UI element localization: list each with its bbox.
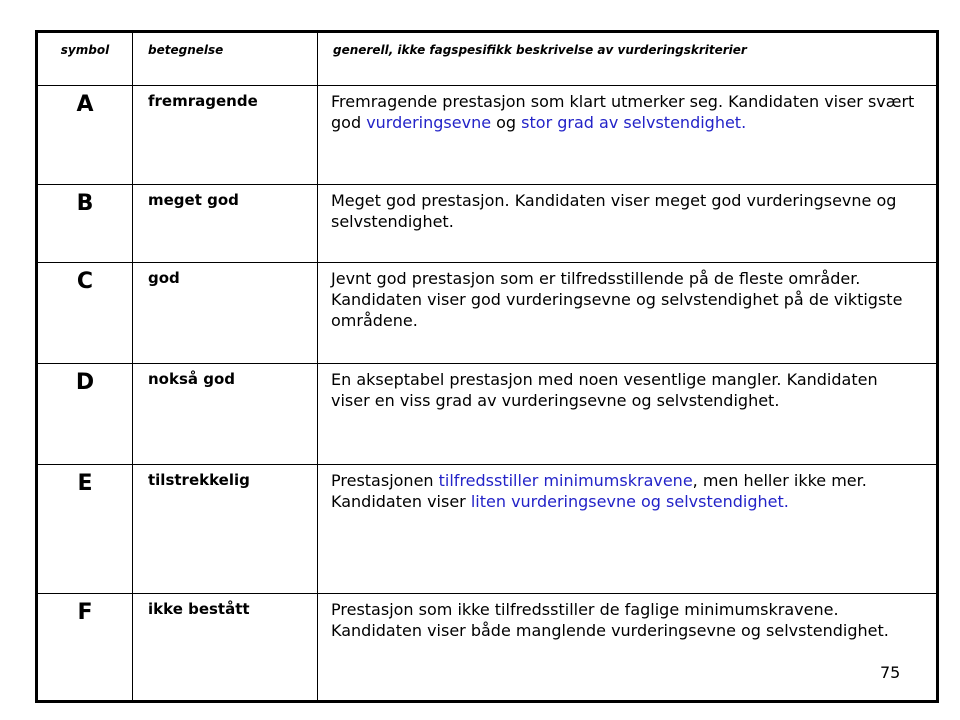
description-text: , men heller ikke mer. Kandidaten viser	[331, 471, 867, 511]
description-text: Prestasjonen	[331, 471, 439, 490]
grade-symbol: B	[37, 185, 133, 263]
grade-term: fremragende	[133, 86, 318, 185]
grade-symbol: A	[37, 86, 133, 185]
grade-symbol: D	[37, 364, 133, 465]
header-symbol: symbol	[37, 32, 133, 86]
grade-description	[318, 594, 938, 702]
highlighted-text: vurderingsevne	[366, 113, 492, 132]
grade-term: nokså god	[133, 364, 318, 465]
grade-row-f	[37, 594, 938, 702]
table-header-row	[37, 32, 938, 86]
grade-description	[318, 364, 938, 465]
description-text: En akseptabel prestasjon med noen vesentlige mangler. Kandidaten viser en viss grad av vurderingsevne og selvstendighet.	[331, 370, 878, 410]
grade-term: god	[133, 263, 318, 364]
description-text: og	[491, 113, 522, 132]
grade-description	[318, 263, 938, 364]
grade-row-d	[37, 364, 938, 465]
grade-row-a	[37, 86, 938, 185]
header-description: generell, ikke fagspesifikk beskrivelse av vurderingskriterier	[318, 32, 938, 86]
grade-row-e	[37, 465, 938, 594]
description-text: Fremragende prestasjon som klart utmerker seg. Kandidaten viser svært god	[331, 92, 915, 132]
grading-scale-table	[35, 30, 939, 703]
grade-term: ikke bestått	[133, 594, 318, 702]
slide-number: 75	[880, 663, 901, 682]
highlighted-text: liten vurderingsevne og selvstendighet.	[470, 492, 789, 511]
highlighted-text: tilfredsstiller minimumskravene	[438, 471, 693, 490]
grade-row-c	[37, 263, 938, 364]
header-term: betegnelse	[133, 32, 318, 86]
description-text: Prestasjon som ikke tilfredsstiller de faglige minimumskravene. Kandidaten viser både manglende vurderingsevne og selvstendighet.	[331, 600, 889, 640]
grade-description	[318, 465, 938, 594]
grade-symbol: E	[37, 465, 133, 594]
description-text: Jevnt god prestasjon som er tilfredsstillende på de fleste områder. Kandidaten viser god vurderingsevne og selvstendighet på de viktigste områdene.	[331, 269, 903, 330]
grade-symbol: C	[37, 263, 133, 364]
grade-term: meget god	[133, 185, 318, 263]
grade-row-b	[37, 185, 938, 263]
highlighted-text: stor grad av selvstendighet.	[521, 113, 747, 132]
description-text: Meget god prestasjon. Kandidaten viser meget god vurderingsevne og selvstendighet.	[331, 191, 897, 231]
grade-symbol: F	[37, 594, 133, 702]
grade-term: tilstrekkelig	[133, 465, 318, 594]
grade-description	[318, 86, 938, 185]
grade-description	[318, 185, 938, 263]
